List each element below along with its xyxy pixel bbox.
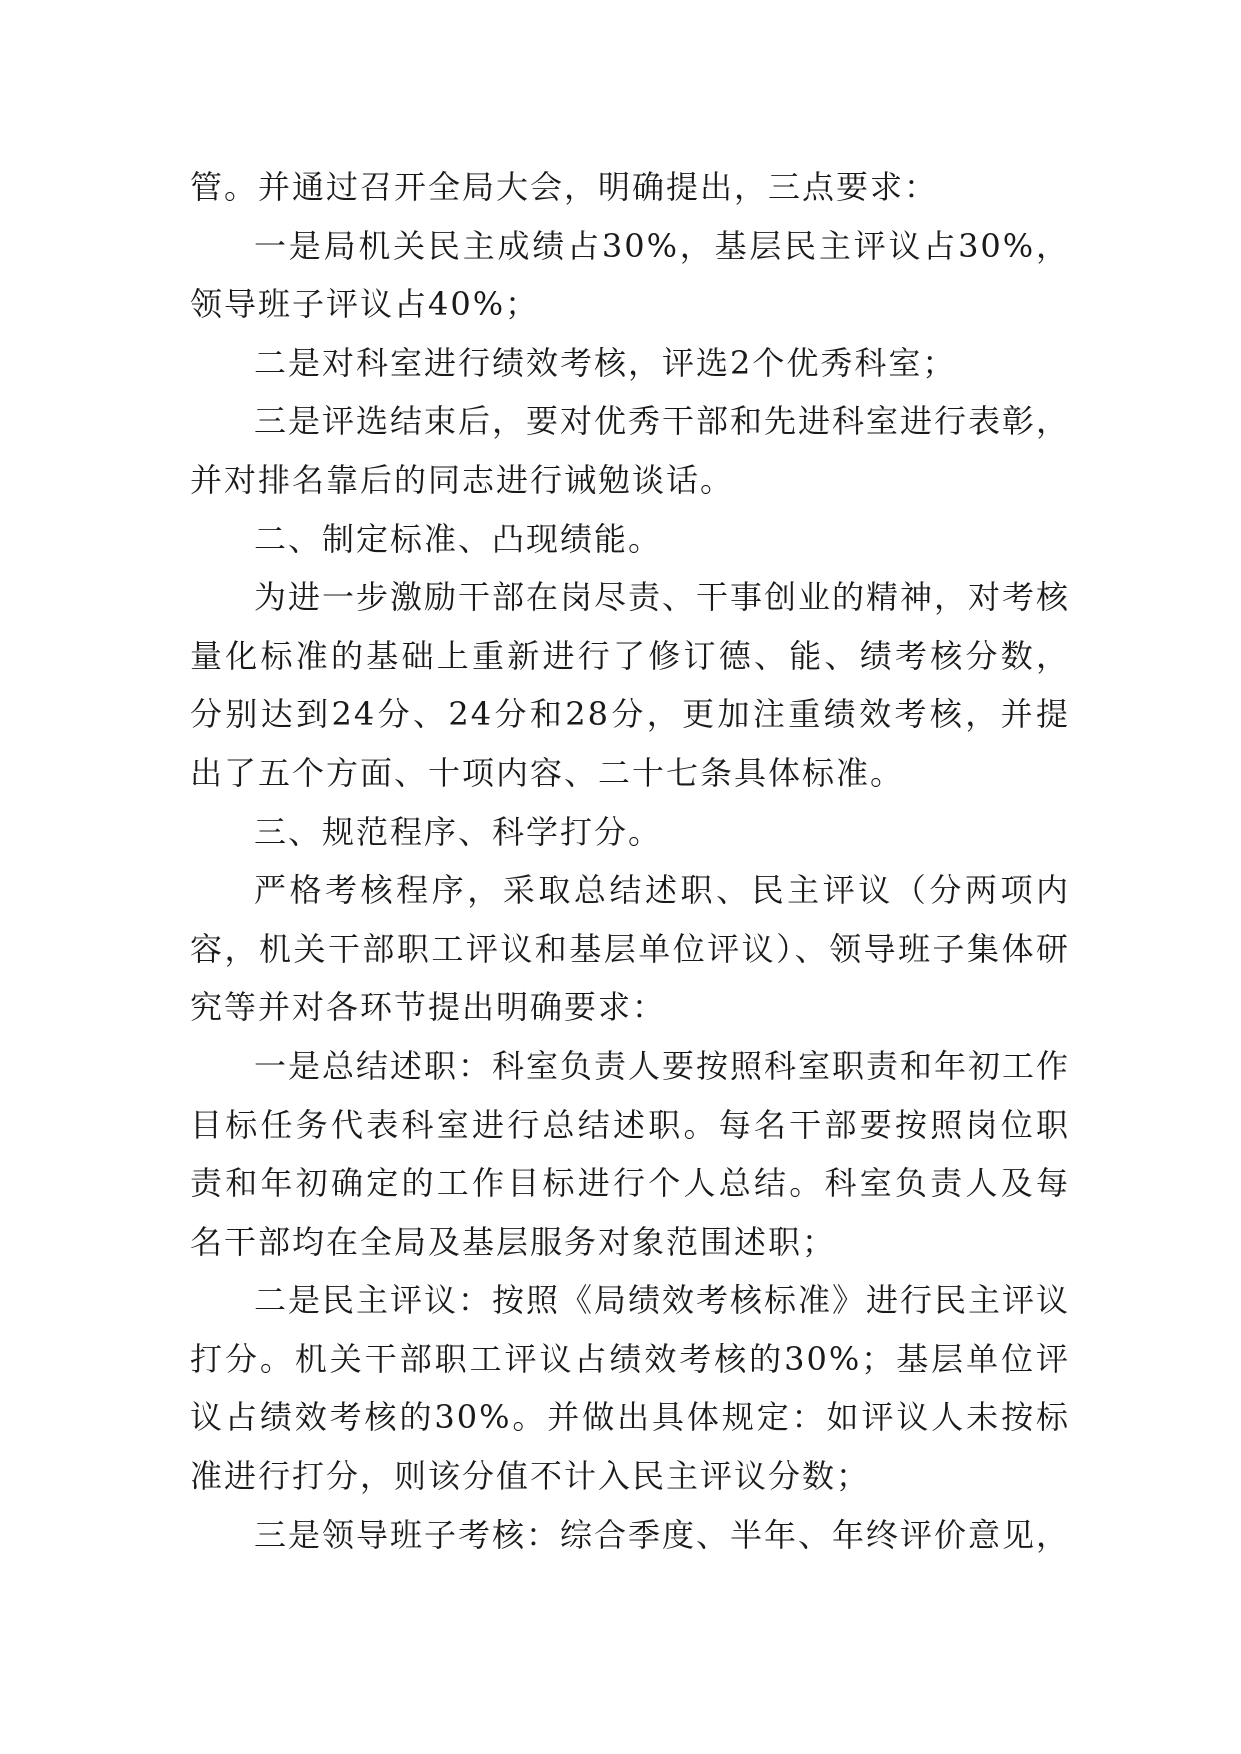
paragraph-8: 严格考核程序，采取总结述职、民主评议（分两项内容，机关干部职工评议和基层单位评议）、领导班子集体研究等并对各环节提出明确要求： — [190, 871, 1070, 1027]
paragraph-9: 一是总结述职：科室负责人要按照科室职责和年初工作目标任务代表科室进行总结述职。每名干部要按照岗位职责和年初确定的工作目标进行个人总结。科室负责人及每名干部均在全局及基层服务对象范围述职； — [190, 1046, 1071, 1261]
section-heading-2: 二、制定标准、凸现绩能。 — [254, 519, 663, 558]
paragraph-1: 管。并通过召开全局大会，明确提出，三点要求： — [190, 168, 939, 206]
paragraph-10: 二是民主评议：按照《局绩效考核标准》进行民主评议打分。机关干部职工评议占绩效考核的30%；基层单位评议占绩效考核的30%。并做出具体规定：如评议人未按标准进行打分，则该分值不计入民主评议分数； — [190, 1281, 1071, 1496]
section-heading-3: 三、规范程序、科学打分。 — [254, 812, 663, 851]
paragraph-6: 为进一步激励干部在岗尽责、干事创业的精神，对考核量化标准的基础上重新进行了修订德、能、绩考核分数，分别达到24分、24分和28分，更加注重绩效考核，并提出了五个方面、十项内容、二十七条具体标准。 — [190, 578, 1071, 792]
paragraph-2: 一是局机关民主成绩占30%，基层民主评议占30%，领导班子评议占40%； — [190, 226, 1070, 324]
paragraph-3: 二是对科室进行绩效考核，评选2个优秀科室； — [254, 343, 957, 382]
paragraph-11: 三是领导班子考核：综合季度、半年、年终评价意见， — [254, 1515, 1071, 1554]
document-body — [190, 158, 1070, 1564]
paragraph-4: 三是评选结束后，要对优秀干部和先进科室进行表彰，并对排名靠后的同志进行诫勉谈话。 — [190, 402, 1071, 499]
